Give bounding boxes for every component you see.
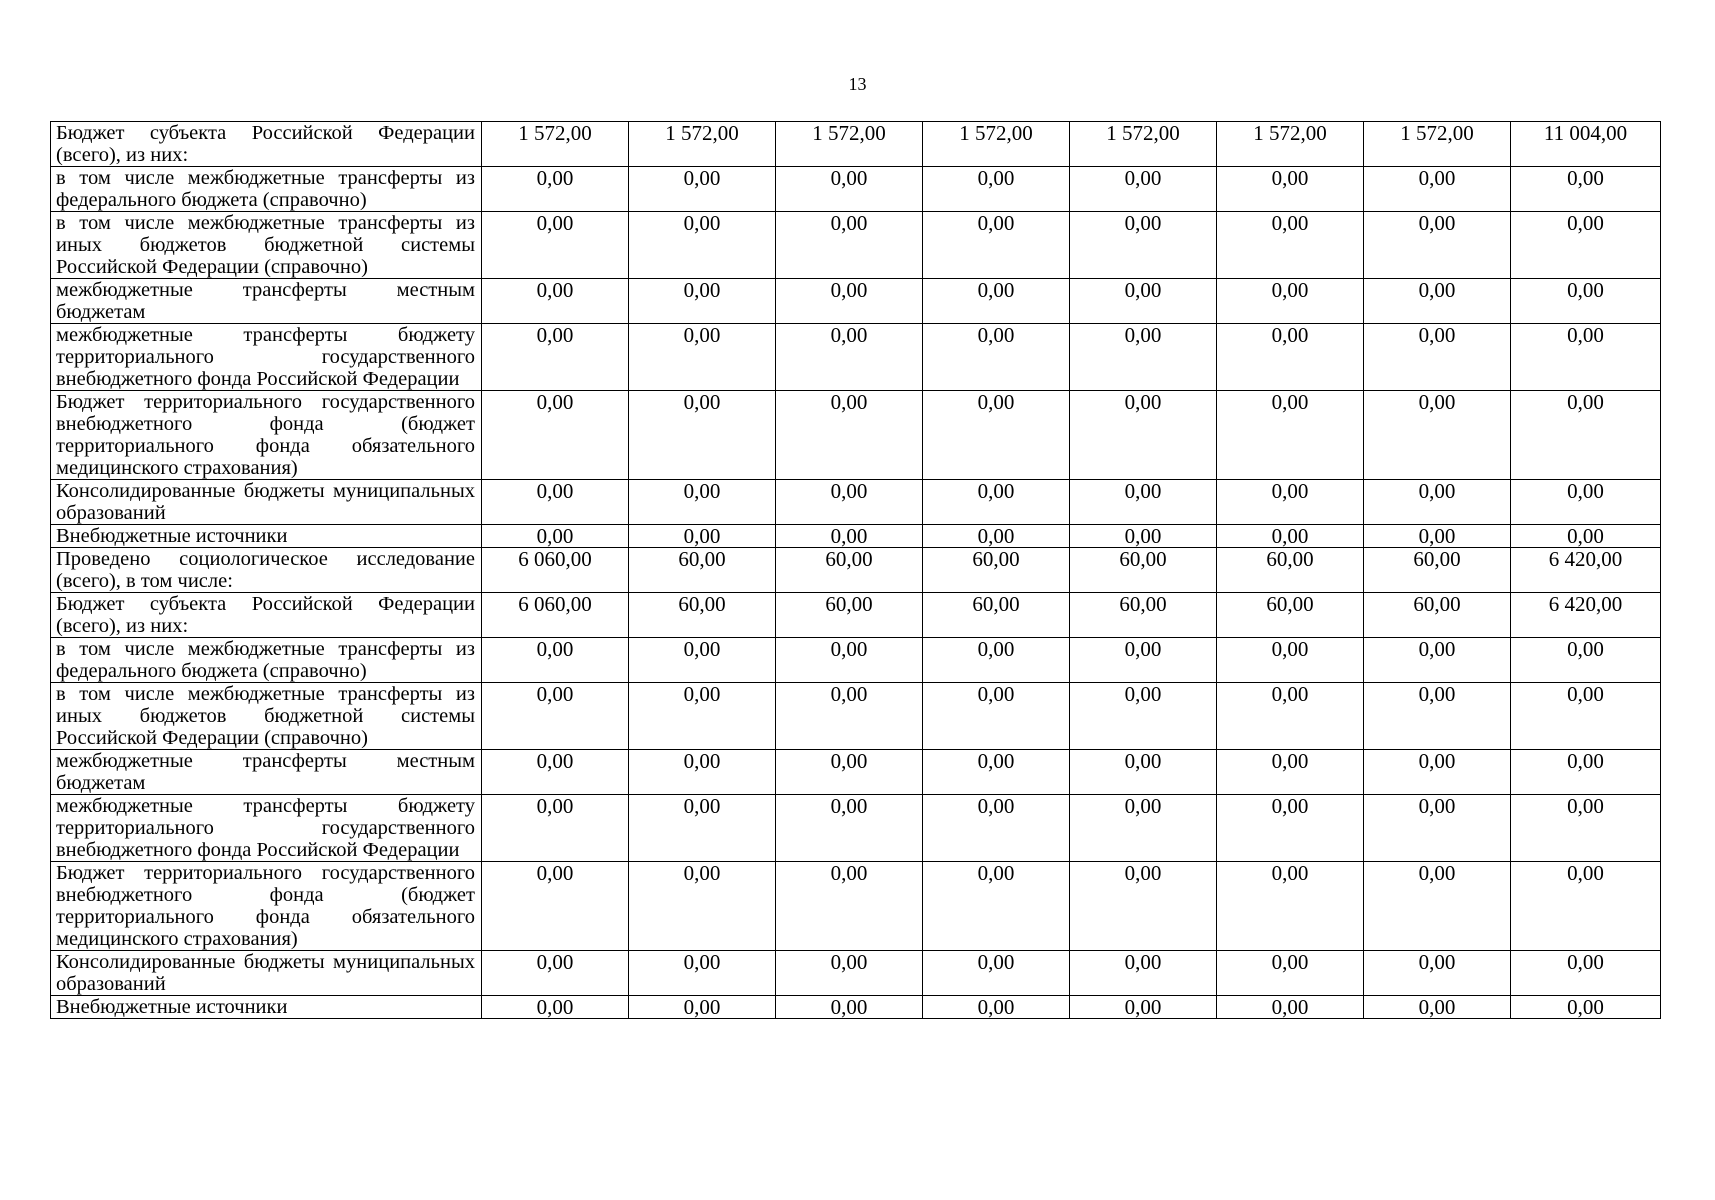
row-value-cell: 0,00 [776,795,923,862]
row-value-cell: 1 572,00 [1217,122,1364,167]
table-row [51,750,1661,795]
row-value-cell: 0,00 [1070,279,1217,324]
table-row [51,548,1661,593]
row-value-cell: 0,00 [776,324,923,391]
row-value-cell: 0,00 [1070,862,1217,951]
table-row [51,996,1661,1019]
row-value-cell: 0,00 [1364,996,1511,1019]
table-body [51,122,1661,1019]
row-value-cell: 0,00 [776,391,923,480]
row-label: Бюджет территориального государственного внебюджетного фонда (бюджет территориального фонда обязательного медицинского страхования) [51,391,482,480]
row-value-cell: 0,00 [629,862,776,951]
row-value-cell: 0,00 [629,750,776,795]
row-value-cell: 0,00 [1217,951,1364,996]
row-total-cell: 0,00 [1511,996,1661,1019]
table-row [51,212,1661,279]
row-value-cell: 0,00 [1217,638,1364,683]
row-total-cell: 0,00 [1511,862,1661,951]
row-label: Внебюджетные источники [51,996,482,1019]
row-value-cell: 0,00 [1070,212,1217,279]
row-total-cell: 0,00 [1511,324,1661,391]
row-total-cell: 11 004,00 [1511,122,1661,167]
row-value-cell: 0,00 [1364,391,1511,480]
row-value-cell: 0,00 [629,279,776,324]
row-value-cell: 0,00 [1217,391,1364,480]
row-value-cell: 0,00 [923,324,1070,391]
row-value-cell: 0,00 [1070,324,1217,391]
row-value-cell: 60,00 [629,593,776,638]
row-value-cell: 0,00 [482,795,629,862]
row-total-cell: 0,00 [1511,683,1661,750]
budget-table [50,121,1661,1019]
row-total-cell: 6 420,00 [1511,593,1661,638]
row-value-cell: 60,00 [1364,548,1511,593]
row-value-cell: 60,00 [1364,593,1511,638]
row-value-cell: 0,00 [776,951,923,996]
row-value-cell: 0,00 [482,279,629,324]
row-label: Бюджет территориального государственного внебюджетного фонда (бюджет территориального фонда обязательного медицинского страхования) [51,862,482,951]
row-value-cell: 0,00 [1070,795,1217,862]
row-value-cell: 0,00 [1070,480,1217,525]
row-value-cell: 0,00 [629,212,776,279]
row-total-cell: 6 420,00 [1511,548,1661,593]
table-row [51,593,1661,638]
row-label: межбюджетные трансферты местным бюджетам [51,750,482,795]
row-value-cell: 60,00 [629,548,776,593]
row-value-cell: 0,00 [1364,638,1511,683]
row-value-cell: 1 572,00 [1364,122,1511,167]
row-value-cell: 0,00 [629,391,776,480]
row-value-cell: 0,00 [1217,324,1364,391]
row-total-cell: 0,00 [1511,212,1661,279]
row-total-cell: 0,00 [1511,750,1661,795]
row-value-cell: 0,00 [1217,167,1364,212]
row-value-cell: 0,00 [482,525,629,548]
row-value-cell: 0,00 [923,391,1070,480]
row-total-cell: 0,00 [1511,525,1661,548]
row-value-cell: 0,00 [923,525,1070,548]
row-value-cell: 0,00 [1217,862,1364,951]
row-value-cell: 0,00 [923,279,1070,324]
row-label: в том числе межбюджетные трансферты из федерального бюджета (справочно) [51,638,482,683]
row-value-cell: 0,00 [482,480,629,525]
row-value-cell: 0,00 [923,996,1070,1019]
row-total-cell: 0,00 [1511,638,1661,683]
row-value-cell: 0,00 [923,212,1070,279]
row-label: в том числе межбюджетные трансферты из иных бюджетов бюджетной системы Российской Федерации (справочно) [51,683,482,750]
row-value-cell: 0,00 [482,683,629,750]
row-value-cell: 0,00 [1364,324,1511,391]
row-value-cell: 0,00 [776,212,923,279]
row-value-cell: 0,00 [1070,391,1217,480]
row-value-cell: 0,00 [482,167,629,212]
row-value-cell: 0,00 [923,638,1070,683]
table-row [51,480,1661,525]
row-value-cell: 0,00 [1217,683,1364,750]
row-value-cell: 0,00 [1217,279,1364,324]
row-value-cell: 0,00 [776,683,923,750]
row-value-cell: 6 060,00 [482,548,629,593]
row-value-cell: 0,00 [923,951,1070,996]
row-label: Внебюджетные источники [51,525,482,548]
row-label: межбюджетные трансферты бюджету территориального государственного внебюджетного фонда Российской Федерации [51,795,482,862]
row-value-cell: 0,00 [1070,996,1217,1019]
table-row [51,279,1661,324]
row-value-cell: 0,00 [1364,279,1511,324]
row-value-cell: 0,00 [1217,996,1364,1019]
row-value-cell: 0,00 [482,212,629,279]
row-value-cell: 0,00 [776,480,923,525]
table-row [51,324,1661,391]
row-value-cell: 0,00 [923,862,1070,951]
row-value-cell: 0,00 [1070,951,1217,996]
table-row [51,638,1661,683]
row-value-cell: 0,00 [629,638,776,683]
row-value-cell: 0,00 [1364,480,1511,525]
row-value-cell: 60,00 [923,548,1070,593]
row-value-cell: 0,00 [1364,750,1511,795]
row-value-cell: 0,00 [1364,212,1511,279]
row-value-cell: 0,00 [776,996,923,1019]
row-value-cell: 1 572,00 [923,122,1070,167]
row-value-cell: 0,00 [1070,638,1217,683]
row-value-cell: 0,00 [629,996,776,1019]
row-value-cell: 0,00 [776,750,923,795]
row-value-cell: 0,00 [482,951,629,996]
row-value-cell: 0,00 [1070,683,1217,750]
row-value-cell: 0,00 [482,638,629,683]
row-value-cell: 0,00 [629,324,776,391]
row-value-cell: 0,00 [1364,167,1511,212]
row-value-cell: 0,00 [482,996,629,1019]
row-label: Бюджет субъекта Российской Федерации (всего), из них: [51,122,482,167]
row-value-cell: 6 060,00 [482,593,629,638]
row-value-cell: 0,00 [1217,212,1364,279]
table-row [51,167,1661,212]
table-row [51,862,1661,951]
row-value-cell: 0,00 [776,862,923,951]
table-row [51,795,1661,862]
table-row [51,391,1661,480]
row-value-cell: 0,00 [1364,795,1511,862]
row-value-cell: 0,00 [923,480,1070,525]
row-value-cell: 60,00 [923,593,1070,638]
table-row [51,683,1661,750]
row-label: Консолидированные бюджеты муниципальных образований [51,480,482,525]
row-value-cell: 0,00 [1364,525,1511,548]
row-value-cell: 0,00 [776,167,923,212]
row-value-cell: 0,00 [923,795,1070,862]
table-row [51,122,1661,167]
row-value-cell: 0,00 [629,167,776,212]
row-value-cell: 0,00 [776,638,923,683]
table-row [51,525,1661,548]
row-value-cell: 0,00 [629,525,776,548]
row-label: Консолидированные бюджеты муниципальных образований [51,951,482,996]
row-value-cell: 60,00 [1217,593,1364,638]
table-row [51,951,1661,996]
row-value-cell: 0,00 [1217,795,1364,862]
row-value-cell: 0,00 [1364,683,1511,750]
row-value-cell: 0,00 [482,391,629,480]
row-value-cell: 0,00 [1364,862,1511,951]
row-value-cell: 60,00 [1070,593,1217,638]
row-value-cell: 60,00 [1070,548,1217,593]
row-value-cell: 1 572,00 [482,122,629,167]
row-value-cell: 0,00 [1217,750,1364,795]
row-value-cell: 0,00 [482,862,629,951]
row-total-cell: 0,00 [1511,951,1661,996]
row-value-cell: 0,00 [1217,525,1364,548]
row-total-cell: 0,00 [1511,391,1661,480]
row-label: Проведено социологическое исследование (всего), в том числе: [51,548,482,593]
row-value-cell: 1 572,00 [776,122,923,167]
row-value-cell: 60,00 [1217,548,1364,593]
row-value-cell: 0,00 [1217,480,1364,525]
row-value-cell: 0,00 [629,480,776,525]
row-label: Бюджет субъекта Российской Федерации (всего), из них: [51,593,482,638]
row-value-cell: 0,00 [923,167,1070,212]
row-value-cell: 0,00 [629,683,776,750]
row-value-cell: 0,00 [482,750,629,795]
row-label: межбюджетные трансферты местным бюджетам [51,279,482,324]
row-value-cell: 1 572,00 [629,122,776,167]
row-value-cell: 0,00 [1364,951,1511,996]
row-value-cell: 0,00 [776,525,923,548]
row-value-cell: 0,00 [629,951,776,996]
row-value-cell: 0,00 [1070,750,1217,795]
row-value-cell: 60,00 [776,593,923,638]
row-value-cell: 0,00 [1070,167,1217,212]
row-value-cell: 0,00 [923,683,1070,750]
row-total-cell: 0,00 [1511,480,1661,525]
page-number: 13 [848,74,867,94]
row-value-cell: 0,00 [776,279,923,324]
row-total-cell: 0,00 [1511,279,1661,324]
row-label: межбюджетные трансферты бюджету территориального государственного внебюджетного фонда Российской Федерации [51,324,482,391]
row-value-cell: 1 572,00 [1070,122,1217,167]
row-value-cell: 60,00 [776,548,923,593]
row-value-cell: 0,00 [482,324,629,391]
row-label: в том числе межбюджетные трансферты из федерального бюджета (справочно) [51,167,482,212]
row-total-cell: 0,00 [1511,795,1661,862]
row-value-cell: 0,00 [629,795,776,862]
row-value-cell: 0,00 [923,750,1070,795]
row-value-cell: 0,00 [1070,525,1217,548]
row-label: в том числе межбюджетные трансферты из иных бюджетов бюджетной системы Российской Федерации (справочно) [51,212,482,279]
row-total-cell: 0,00 [1511,167,1661,212]
